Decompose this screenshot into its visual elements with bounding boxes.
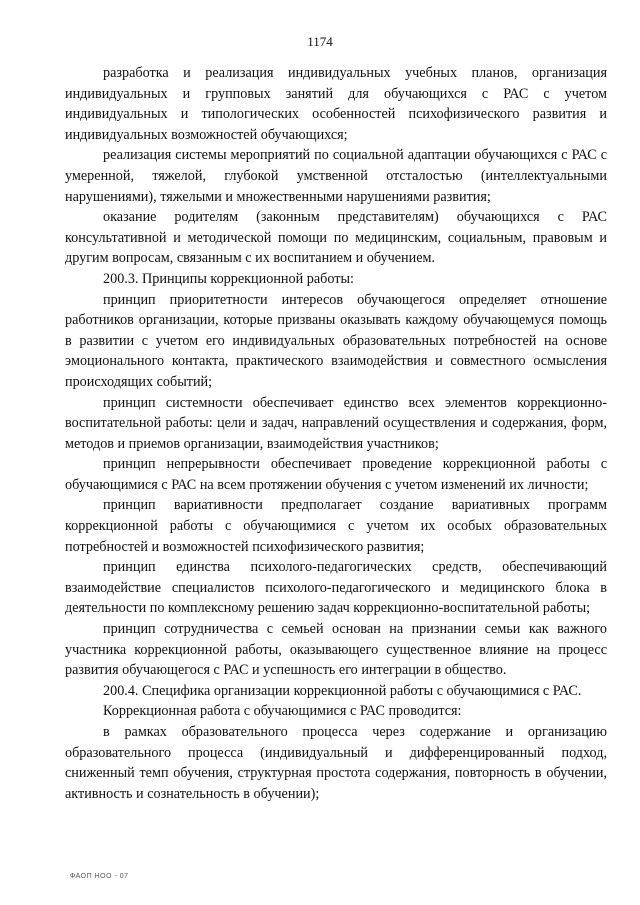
document-body	[65, 63, 607, 804]
paragraph: Коррекционная работа с обучающимися с РАС проводится:	[103, 703, 462, 720]
paragraph: принцип единства психолого-педагогических средств, обеспечивающий взаимодействие специалистов психолого-педагогического и медицинского блока в деятельности по комплексному решению задач коррекционно-воспитательной работы;	[65, 559, 607, 617]
paragraph: в рамках образовательного процесса через содержание и организацию образовательного процесса (индивидуальный и дифференцированный подход, сниженный темп обучения, структурная простота содержания, повторность в обучении, активность и сознательность в обучении);	[65, 724, 607, 802]
section-heading-200-4: 200.4. Специфика организации коррекционной работы с обучающимися с РАС.	[103, 682, 582, 699]
paragraph: реализация системы мероприятий по социальной адаптации обучающихся с РАС с умеренной, тяжелой, глубокой умственной отсталостью (интеллектуальными нарушениями), тяжелыми и множественными нарушениями развития;	[65, 147, 607, 205]
paragraph: разработка и реализация индивидуальных учебных планов, организация индивидуальных и групповых занятий для обучающихся с РАС с учетом индивидуальных и типологических особенностей психофизического развития и индивидуальных возможностей обучающихся;	[65, 65, 607, 143]
paragraph: принцип вариативности предполагает создание вариативных программ коррекционной работы с обучающимися с учетом их особых образовательных потребностей и возможностей психофизического развития;	[65, 497, 607, 555]
page-number: 1174	[307, 34, 333, 49]
paragraph: принцип системности обеспечивает единство всех элементов коррекционно-воспитательной работы: цели и задач, направлений осуществления и содержания, форм, методов и приемов организации, взаимодействия участников;	[65, 394, 607, 452]
section-heading-200-3: 200.3. Принципы коррекционной работы:	[103, 270, 354, 287]
footer-stamp: ФАОП НОО - 07	[70, 873, 129, 880]
paragraph: принцип приоритетности интересов обучающегося определяет отношение работников организации, которые призваны оказывать каждому обучающемуся помощь в развитии с учетом его индивидуальных образовательных потребностей на основе эмоционального контакта, практического взаимодействия и совместного осмысления происходящих событий;	[65, 291, 607, 390]
paragraph: принцип сотрудничества с семьей основан на признании семьи как важного участника коррекционной работы, оказывающего существенное влияние на процесс развития обучающегося с РАС и успешность его интеграции в общество.	[65, 621, 607, 679]
paragraph: оказание родителям (законным представителям) обучающихся с РАС консультативной и методической помощи по медицинским, социальным, правовым и другим вопросам, связанным с их воспитанием и обучением.	[65, 209, 607, 267]
paragraph: принцип непрерывности обеспечивает проведение коррекционной работы с обучающимися с РАС на всем протяжении обучения с учетом изменений их личности;	[65, 456, 607, 493]
